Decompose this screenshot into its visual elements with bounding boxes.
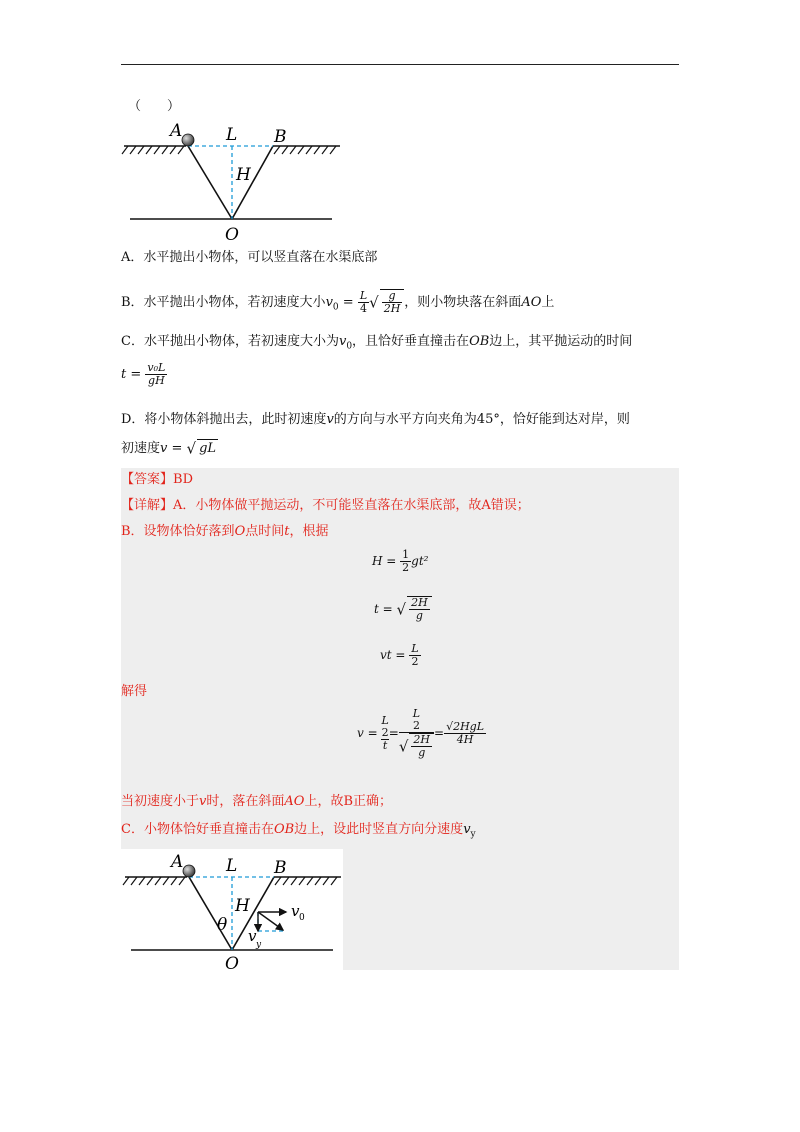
label-b: B [274,858,287,878]
label-theta: θ [217,915,228,935]
figure-velocity-diagram [121,849,343,970]
label-l: L [226,125,238,145]
option-b: B．水平抛出小物体，若初速度大小$v_0$ = $\frac{L}{4}$ √ $\frac{g}{2H}$ ，则小物块落在斜面AO上 [121,289,555,315]
equation-t: t = √ $\frac{2H}{g}$ [374,596,432,622]
label-v0-sub: 0 [299,913,305,923]
option-d-line2: 初速度v = √ gL [121,439,217,458]
label-v0: v [291,902,300,920]
option-d-line1: D．将小物体斜抛出去，此时初速度v的方向与水平方向夹角为45°，恰好能到达对岸，则 [121,412,630,427]
header-rule [121,64,679,65]
solve-label: 解得 [121,684,148,699]
equation-h: H = $\frac{1}{2}$ gt² [372,548,429,574]
label-h: H [236,165,251,185]
ball-icon [182,134,194,146]
question-bracket: （ ） [128,99,181,114]
option-a: A．水平抛出小物体，可以竖直落在水渠底部 [121,250,378,265]
label-vy: v [248,927,257,945]
conclusion-b: 当初速度小于v时，落在斜面AO上，故B正确； [121,794,392,809]
label-h: H [235,896,250,916]
detail-b-intro: B．设物体恰好落到O点时间t，根据 [121,524,329,539]
label-a: A [171,852,184,872]
equation-v: v = L 2 t = L 2 √ $\frac{2H}{g}$ = $\frac{\text{√2HgL}}{4H}$ [357,707,485,759]
option-c-line2: t = $\frac{\text{v₀L}}{gH}$ [121,361,166,387]
option-c-line1: C．水平抛出小物体，若初速度大小为$v_0$，且恰好垂直撞击在OB边上，其平抛运动的时间 [121,334,633,352]
label-a: A [170,121,183,141]
answer-line: 【答案】BD [121,472,193,487]
label-vy-sub: y [256,940,262,950]
label-o: O [225,225,239,244]
ball-icon [183,865,195,877]
detail-a: 【详解】A．小物体做平抛运动，不可能竖直落在水渠底部，故A错误； [121,498,530,513]
label-o: O [225,954,239,970]
equation-vt: vt = $\frac{L}{2}$ [380,642,419,668]
figure-channel-diagram [118,118,348,244]
label-l: L [226,856,238,876]
detail-c: C．小物体恰好垂直撞击在OB边上，设此时竖直方向分速度$v_y$ [121,822,476,840]
label-b: B [274,127,287,147]
